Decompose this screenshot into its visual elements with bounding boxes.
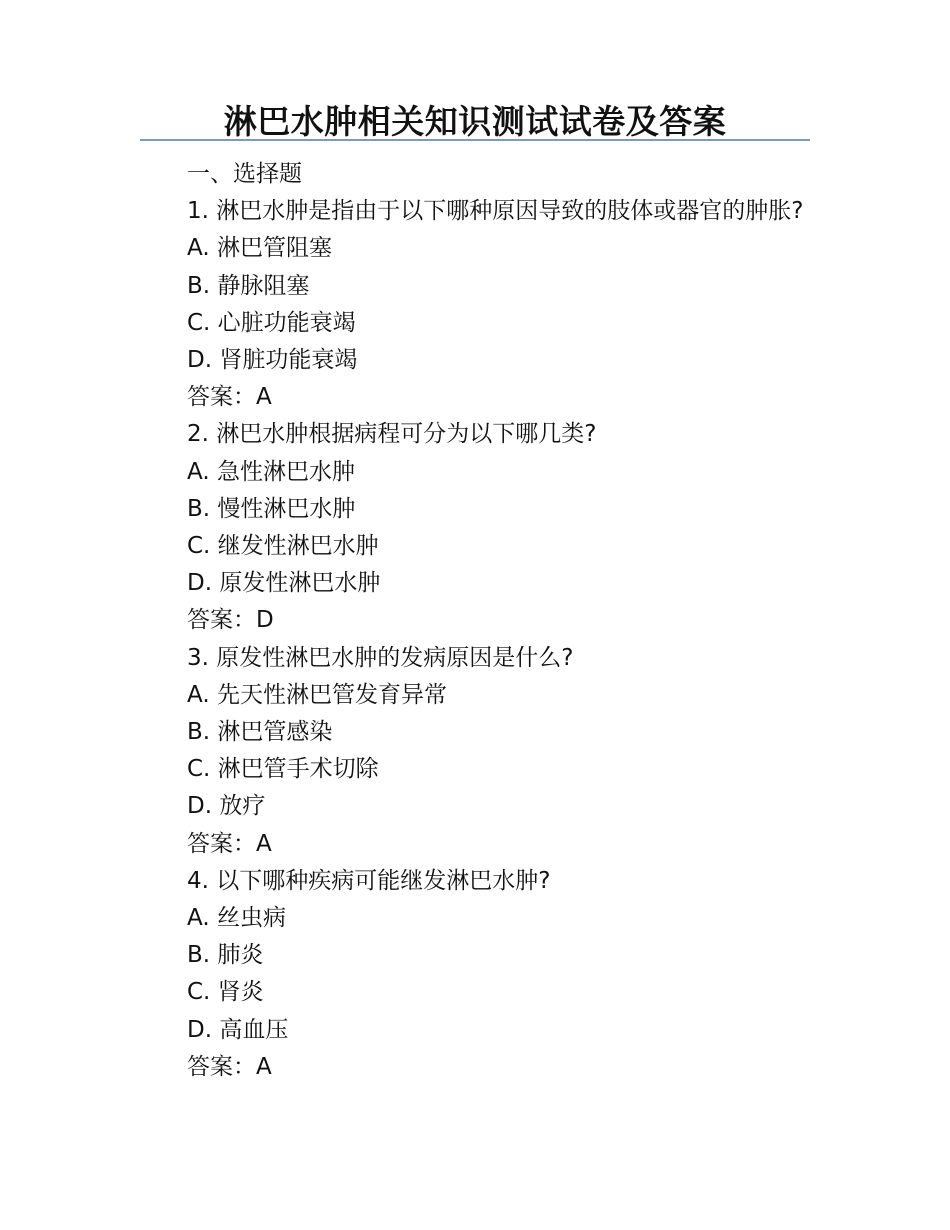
title-underline — [140, 139, 810, 141]
option-d: D. 原发性淋巴水肿 — [187, 570, 381, 597]
option-c: C. 心脏功能衰竭 — [187, 309, 356, 336]
document-body — [140, 156, 812, 1086]
question-text: 4. 以下哪种疾病可能继发淋巴水肿? — [187, 867, 551, 894]
question-text: 2. 淋巴水肿根据病程可分为以下哪几类? — [187, 421, 597, 448]
option-b: B. 淋巴管感染 — [187, 719, 333, 746]
question-block — [140, 640, 812, 863]
option-d: D. 放疗 — [187, 793, 266, 820]
option-d: D. 高血压 — [187, 1016, 289, 1043]
option-c: C. 淋巴管手术切除 — [187, 756, 379, 783]
option-a: A. 急性淋巴水肿 — [187, 458, 355, 485]
question-block — [140, 863, 812, 1086]
option-c: C. 肾炎 — [187, 979, 264, 1006]
option-b: B. 肺炎 — [187, 942, 264, 969]
option-b: B. 静脉阻塞 — [187, 272, 310, 299]
question-block — [140, 416, 812, 639]
answer-text: 答案：A — [187, 1053, 272, 1080]
answer-text: 答案：A — [187, 830, 272, 857]
question-text: 3. 原发性淋巴水肿的发病原因是什么? — [187, 644, 574, 671]
option-d: D. 肾脏功能衰竭 — [187, 347, 358, 374]
answer-text: 答案：D — [187, 607, 274, 634]
option-a: A. 丝虫病 — [187, 905, 286, 932]
option-b: B. 慢性淋巴水肿 — [187, 495, 356, 522]
document-title: 淋巴水肿相关知识测试试卷及答案 — [223, 102, 727, 141]
question-text: 1. 淋巴水肿是指由于以下哪种原因导致的肢体或器官的肿胀? — [187, 198, 804, 225]
option-c: C. 继发性淋巴水肿 — [187, 533, 379, 560]
option-a: A. 淋巴管阻塞 — [187, 235, 332, 262]
section-heading: 一、选择题 — [187, 161, 302, 187]
option-a: A. 先天性淋巴管发育异常 — [187, 681, 447, 708]
question-block — [140, 193, 812, 416]
answer-text: 答案：A — [187, 384, 272, 411]
